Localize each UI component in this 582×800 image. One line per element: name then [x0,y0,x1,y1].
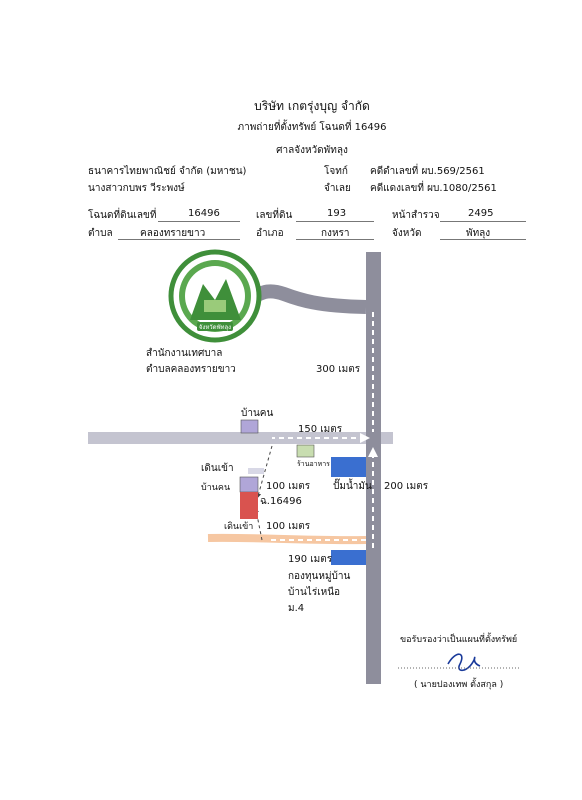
gas-station-box [331,457,366,477]
office-label-line1: สำนักงานเทศบาล [146,348,223,359]
signer-name: ( นายปองเทพ ตั้งสกุล ) [414,680,504,690]
distance-190: 190 เมตร [288,554,333,565]
deed-value: 16496 [188,208,220,219]
distance-100a: 100 เมตร [266,481,311,492]
distance-150: 150 เมตร [298,424,343,435]
restaurant-label: ร้านอาหาร [297,460,330,468]
survey-value: 2495 [468,208,494,219]
restaurant-box [297,445,314,457]
parcel-label: เลขที่ดิน [256,210,293,221]
fund-box [331,550,366,565]
district-label: อำเภอ [256,228,284,239]
red-case-number: คดีแดงเลขที่ ผบ.1080/2561 [370,183,497,194]
fund-label-line3: ม.4 [288,603,305,614]
plaintiff-label: โจทก์ [324,166,348,177]
gas-station-label: ปั๊มน้ำมัน [333,481,372,492]
distance-200: 200 เมตร [384,481,429,492]
fund-label-line1: กองทุนหมู่บ้าน [288,571,351,582]
court-name: ศาลจังหวัดพัทลุง [276,145,348,156]
property-box [240,492,258,519]
distance-100b: 100 เมตร [266,521,311,532]
defendant-name: นางสาวกบพร วีระพงษ์ [88,183,185,194]
walk-in-label-2: เดินเข้า [224,522,254,532]
black-case-number: คดีดำเลขที่ ผบ.569/2561 [370,166,485,177]
deed-tag-label: ฉ.16496 [260,496,302,507]
distance-300: 300 เมตร [316,364,361,375]
province-value: พัทลุง [466,228,491,239]
walk-in-label-1: เดินเข้า [201,463,234,474]
fund-label-line2: บ้านไร่เหนือ [288,587,341,598]
office-label-line2: ตำบลคลองทรายขาว [146,364,236,375]
certify-text: ขอรับรองว่าเป็นแผนที่ตั้งทรัพย์ [400,635,518,645]
house-mid-label: บ้านคน [201,483,231,493]
deed-label: โฉนดที่ดินเลขที่ [88,210,157,221]
house-mid-box [240,477,258,492]
orange-road [208,538,366,540]
province-label: จังหวัด [392,228,422,239]
parcel-value: 193 [327,208,347,219]
company-title: บริษัท เกตรุ่งบุญ จำกัด [254,99,370,113]
plaintiff-name: ธนาคารไทยพาณิชย์ จำกัด (มหาชน) [88,166,247,177]
house-top-label: บ้านคน [241,408,274,419]
seal-caption: จังหวัดพัทลุง [198,324,232,331]
defendant-label: จำเลย [324,183,351,194]
document-subtitle: ภาพถ่ายที่ตั้งทรัพย์ โฉนดที่ 16496 [237,122,387,133]
survey-label: หน้าสำรวจ [392,210,440,221]
lane-patch [248,468,264,474]
subdistrict-label: ตำบล [88,228,113,239]
middle-road-east [381,432,393,444]
house-top-box [241,420,258,433]
subdistrict-value: คลองทรายขาว [140,228,206,239]
district-value: กงหรา [321,228,350,239]
